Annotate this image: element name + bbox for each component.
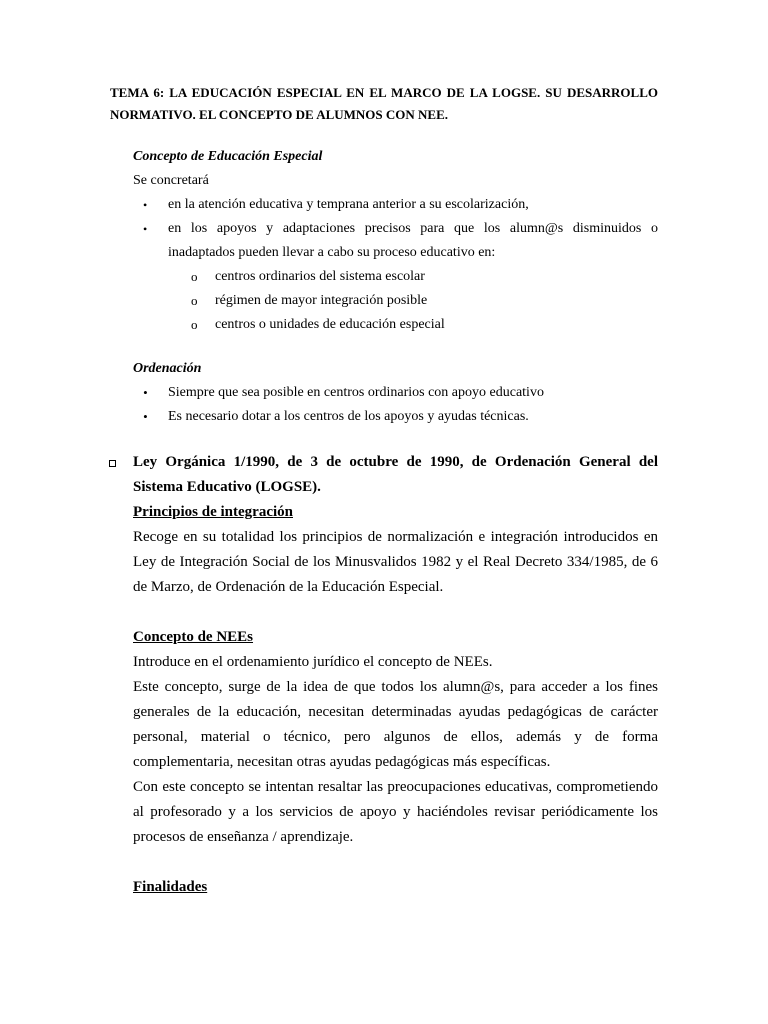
sub-list-item [191,265,658,289]
sub-list-item [191,313,658,337]
circle-bullet-icon: o [191,269,198,284]
list-item [133,405,658,429]
bullet-icon: • [143,198,148,212]
finalidades-heading: Finalidades [133,879,208,895]
sub-list-item-text: centros o unidades de educación especial [215,317,445,332]
logse-heading: Ley Orgánica 1/1990, de 3 de octubre de 1990, de Ordenación General del Sistema Educativo (LOGSE). [133,454,658,495]
principios-text: Recoge en su totalidad los principios de normalización e integración introducidos en Ley de Integración Social de los Minusvalidos 1982 y el Real Decreto 334/1985, de 6 de Marzo, de Ordenación de la Educación Especial. [133,529,658,595]
nees-heading: Concepto de NEEs [133,629,254,645]
sub-list-item-text: centros ordinarios del sistema escolar [215,269,425,284]
principios-heading: Principios de integración [133,504,293,520]
ordenacion-list [133,381,658,429]
ordenacion-heading: Ordenación [133,361,202,376]
paragraph-spacer [133,850,658,875]
bullet-icon: • [143,385,148,400]
paragraph-spacer [133,600,658,625]
document-title: TEMA 6: LA EDUCACIÓN ESPECIAL EN EL MARCO DE LA LOGSE. SU DESARROLLO NORMATIVO. EL CONCEPTO DE ALUMNOS CON NEE. [110,85,658,122]
concepto-educacion-heading: Concepto de Educación Especial [133,149,323,164]
nees-paragraph: Introduce en el ordenamiento jurídico el concepto de NEEs. [133,654,493,670]
bullet-icon: • [143,222,148,236]
list-item-text: en los apoyos y adaptaciones precisos para que los alumn@s disminuidos o inadaptados pueden llevar a cabo su proceso educativo en: [168,221,658,260]
sub-list-item [191,289,658,313]
list-item [133,217,658,337]
list-item-text: en la atención educativa y temprana anterior a su escolarización, [168,197,529,212]
nees-paragraph: Con este concepto se intentan resaltar las preocupaciones educativas, comprometiendo al profesorado y a los servicios de apoyo y haciéndoles revisar periódicamente los procesos de enseñanza / aprendizaje. [133,779,658,845]
list-item [133,193,658,217]
concepto-educacion-sublist [168,265,658,337]
ordenacion-section [133,357,658,429]
concepto-educacion-intro: Se concretará [133,173,209,188]
circle-bullet-icon: o [191,317,198,332]
logse-section [133,450,658,900]
list-item-text: Siempre que sea posible en centros ordinarios con apoyo educativo [168,385,544,400]
bullet-icon: • [143,409,148,424]
list-item-text: Es necesario dotar a los centros de los apoyos y ayudas técnicas. [168,409,529,424]
concepto-educacion-list [133,193,658,337]
list-item [133,381,658,405]
concepto-educacion-section [133,145,658,337]
circle-bullet-icon: o [191,293,198,308]
sub-list-item-text: régimen de mayor integración posible [215,293,428,308]
nees-paragraph: Este concepto, surge de la idea de que todos los alumn@s, para acceder a los fines generales de la educación, necesitan determinadas ayudas pedagógicas de carácter personal, material o técnico, pero algunos de ellos, además y de forma complementaria, necesitan otras ayudas pedagógicas más específicas. [133,679,658,770]
square-bullet-icon [109,460,116,467]
